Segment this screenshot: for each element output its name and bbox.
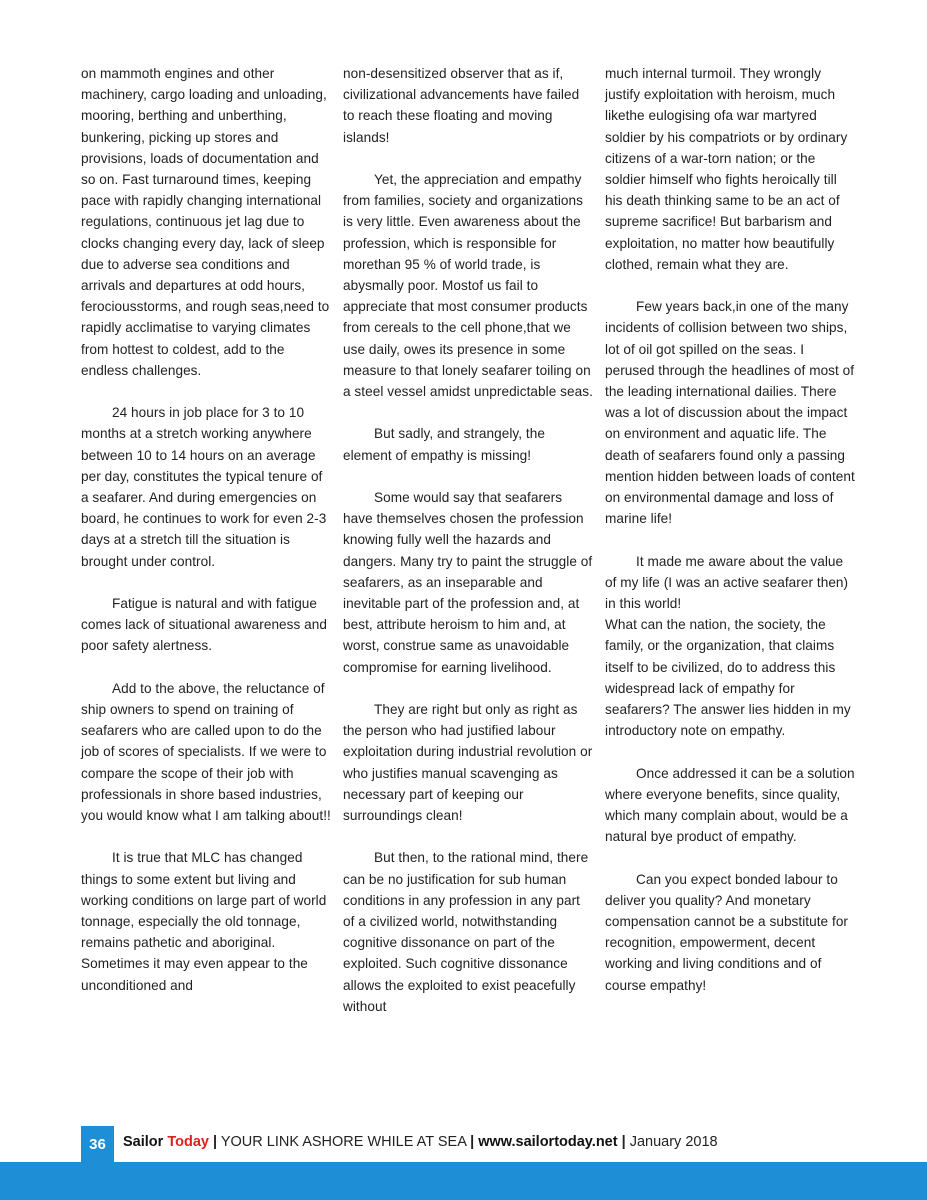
paragraph: What can the nation, the society, the family, or the organization, that claims itself to be civilized, do to address this widespread lack of empathy for seafarers? The answer lies hidden in my introductory note on empathy. (605, 617, 851, 739)
footer-color-band (0, 1162, 927, 1200)
paragraph: But sadly, and strangely, the element of empathy is missing! (343, 426, 545, 463)
paragraph: 24 hours in job place for 3 to 10 months at a stretch working anywhere between 10 to 14 hours on an average per day, constitutes the typical tenure of a seafarer. And during emergencies on board, he continues to work for even 2-3 days at a stretch till the situation is brought under control. (81, 405, 327, 569)
paragraph: Can you expect bonded labour to deliver you quality? And monetary compensation cannot be a substitute for recognition, empowerment, decent working and living conditions and of course empathy! (605, 871, 849, 993)
paragraph: It made me aware about the value of my life (I was an active seafarer then) in this world! (605, 553, 849, 612)
page-number: 36 (81, 1126, 114, 1162)
article-column-1 (81, 63, 331, 1017)
paragraph: Once addressed it can be a solution where everyone benefits, since quality, which many complain about, would be a natural bye product of empathy. (605, 765, 855, 845)
website-link[interactable]: www.sailortoday.net (478, 1134, 618, 1150)
paragraph: Yet, the appreciation and empathy from families, society and organizations is very little. Even awareness about the profession, which is responsible for morethan 95 % of world trade, is abysmally poor. Mostof us fail to appreciate that most consumer products from cereals to the cell phone,that we use daily, owes its presence in some measure to that lonely seafarer toiling on a steel vessel amidst unpredictable seas. (343, 172, 593, 400)
paragraph: But then, to the rational mind, there can be no justification for sub human conditions in any profession in any part of a civilized world, notwithstanding cognitive dissonance on part of the exploited. Such cognitive dissonance allows the exploited to exist peacefully without (343, 850, 589, 1014)
paragraph: much internal turmoil. They wrongly justify exploitation with heroism, much likethe eulogising ofa war martyred soldier by his compatriots or by ordinary citizens of a war-torn nation; or the soldier himself who fights heroically till his death thinking same to be an act of supreme sacrifice! But barbarism and exploitation, no matter how beautifully clothed, remain what they are. (605, 66, 848, 272)
page-footer (123, 1134, 718, 1150)
paragraph: Fatigue is natural and with fatigue comes lack of situational awareness and poor safety alertness. (81, 596, 328, 654)
article-column-3 (605, 63, 855, 1017)
paragraph: non-desensitized observer that as if, civilizational advancements have failed to reach these floating and moving islands! (343, 66, 580, 145)
brand-name-accent: Today (167, 1134, 209, 1150)
brand-name: Sailor (123, 1134, 164, 1150)
paragraph: It is true that MLC has changed things to some extent but living and working conditions on large part of world tonnage, especially the old tonnage, remains pathetic and aboriginal. Sometimes it may even appear to the unconditioned and (81, 850, 327, 993)
paragraph: Add to the above, the reluctance of ship owners to spend on training of seafarers who are called upon to do the job of scores of specialists. If we were to compare the scope of their job with professionals in shore based industries, you would know what I am talking about!! (81, 680, 331, 824)
article-body (81, 63, 866, 1093)
paragraph: Few years back,in one of the many incidents of collision between two ships, lot of oil got spilled on the seas. I perused through the headlines of most of the leading international dailies. There was a lot of discussion about the impact on environment and aquatic life. The death of seafarers found only a passing mention hidden between loads of content on environmental damage and loss of marine life! (605, 299, 855, 527)
paragraph: on mammoth engines and other machinery, cargo loading and unloading, mooring, berthing and unberthing, bunkering, picking up stores and provisions, loads of documentation and so on. Fast turnaround times, keeping pace with rapidly changing international regulations, continuous jet lag due to clocks changing every day, lack of sleep due to adverse sea conditions and arrivals and departures at odd hours, ferociousstorms, and rough seas,need to rapidly acclimatise to varying climates from hottest to coldest, add to the endless challenges. (81, 66, 330, 378)
article-column-2 (343, 63, 593, 1038)
footer-separator: | (470, 1134, 475, 1150)
paragraph: Some would say that seafarers have themselves chosen the profession knowing fully well the hazards and dangers. Many try to paint the struggle of seafarers, as an inseparable and inevitable part of the profession and, at best, attribute heroism to him and, at worst, construe same as unavoidable compromise for earning livelihood. (343, 490, 593, 675)
footer-separator: | (621, 1134, 626, 1150)
magazine-tagline: YOUR LINK ASHORE WHILE AT SEA (220, 1134, 467, 1150)
paragraph: They are right but only as right as the person who had justified labour exploitation during industrial revolution or who justifies manual scavenging as necessary part of keeping our surroundings clean! (343, 702, 593, 824)
footer-separator: | (212, 1134, 218, 1150)
issue-date: January 2018 (629, 1134, 718, 1150)
